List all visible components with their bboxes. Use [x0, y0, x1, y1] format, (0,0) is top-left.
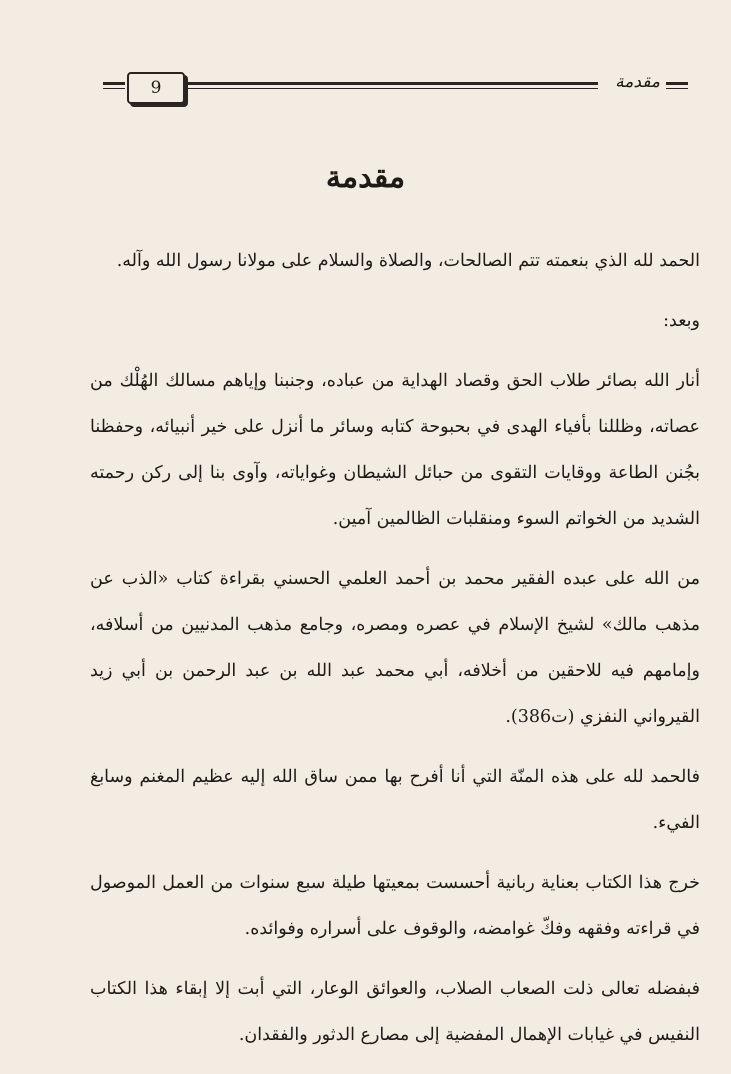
paragraph: وبعد: — [663, 311, 700, 331]
paragraph: الحمد لله الذي بنعمته تتم الصالحات، والصلاة والسلام على مولانا رسول الله وآله. — [116, 251, 700, 271]
body-text — [90, 238, 700, 1072]
running-title: مقدمة — [615, 72, 660, 92]
paragraph: فالحمد لله على هذه المنّة التي أنا أفرح بها ممن ساق الله إليه عظيم المغنم وسابغ الفيء. — [90, 767, 700, 833]
paragraph: من الله على عبده الفقير محمد بن أحمد العلمي الحسني بقراءة كتاب «الذب عن مذهب مالك» لشيخ الإسلام في عصره ومصره، وجامع مذهب المدنيين من أسلافه، وإمامهم فيه للاحقين من أخلافه، أبي محمد عبد الله بن عبد الرحمن بن أبي زيد القيرواني النفزي (ت386). — [90, 569, 700, 727]
header-rule-left — [103, 82, 125, 89]
paragraph: خرج هذا الكتاب بعناية ربانية أحسست بمعيتها طيلة سبع سنوات من العمل الموصول في قراءته وفقهه وفكّ غوامضه، والوقوف على أسراره وفوائده. — [90, 873, 700, 939]
header-rule-right — [666, 82, 688, 89]
running-header — [103, 70, 688, 110]
paragraph: فبفضله تعالى ذلت الصعاب الصلاب، والعوائق الوعار، التي أبت إلا إبقاء هذا الكتاب النفيس في غيابات الإهمال المفضية إلى مصارع الدثور والفقدان. — [90, 979, 700, 1045]
paragraph: أنار الله بصائر طلاب الحق وقصاد الهداية من عباده، وجنبنا وإياهم مسالك الهُلْك من عصاته، وظللنا بأفياء الهدى في بحبوحة كتابه وسائر ما أنزل على خير أنبيائه، وحفظنا بجُنن الطاعة ووقايات التقوى من حبائل الشيطان وغواياته، وآوى بنا إلى ركن رحمته الشديد من الخواتم السوء ومنقلبات الظالمين آمين. — [90, 371, 700, 529]
chapter-title: مقدمة — [325, 160, 406, 195]
page-number: 9 — [127, 72, 185, 104]
header-rule-middle — [187, 82, 598, 89]
